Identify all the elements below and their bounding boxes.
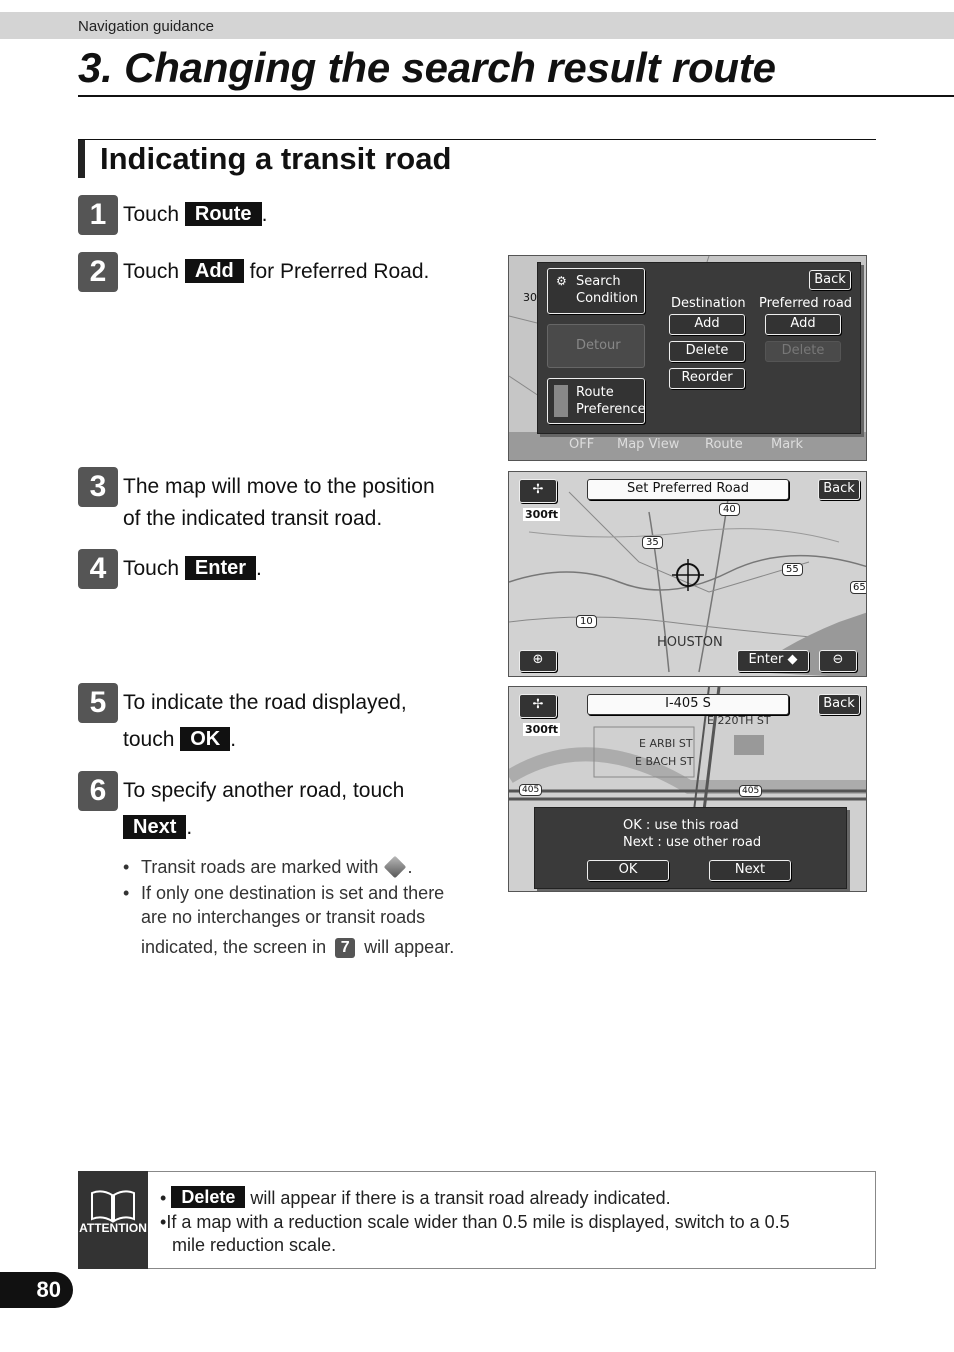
next-button[interactable]: Next [709,860,791,881]
search-condition-label-2: Condition [576,291,639,306]
step-4-post: . [256,557,262,580]
north-up-icon[interactable]: ✢ [519,694,557,718]
zoom-in-icon[interactable]: ⊕ [519,650,557,672]
subheading-accent-bar [78,140,85,178]
title-divider [78,95,954,97]
next-button-label: Next [123,815,186,839]
attention-line-2: •If a map with a reduction scale wider than 0.5 mile is displayed, switch to a 0.5 [160,1212,790,1232]
subheading-divider [78,139,876,140]
route-button-label: Route [185,202,262,226]
street-label: E ARBI ST [639,737,693,750]
dialog-line-2: Next : use other road [623,835,762,850]
attention-line-1-text: will appear if there is a transit road already indicated. [250,1188,671,1208]
note-1-post: . [407,857,413,877]
step-6-post: . [186,816,193,839]
search-condition-label-1: Search [576,274,621,289]
step-3-line-2: of the indicated transit road. [123,507,383,530]
page-title: 3. Changing the search result route [78,44,776,91]
subheading: Indicating a transit road [100,141,452,176]
step-1-text [123,199,267,231]
step-6-line-2 [123,812,192,844]
zoom-out-icon[interactable]: ⊖ [819,650,857,672]
route-shield: 40 [719,503,740,516]
step-1-number: 1 [78,195,118,235]
mark-button[interactable]: Mark [771,437,804,452]
route-menu-screenshot [508,255,867,461]
route-shield: 35 [642,536,663,549]
screen-title-box: Set Preferred Road [587,479,789,500]
dialog-line-1: OK : use this road [623,818,739,833]
search-condition-button[interactable] [547,268,645,314]
city-label: HOUSTON [657,635,723,650]
page-number: 80 [0,1272,73,1308]
scale-indicator: 300ft [525,508,559,521]
route-tab-button[interactable]: Route [705,437,743,452]
set-preferred-road-screenshot [508,471,867,677]
step-2-post: for Preferred Road. [249,260,430,283]
step-2-number: 2 [78,252,118,292]
section-label: Navigation guidance [78,18,214,35]
enter-button-label: Enter [185,556,256,580]
route-shield: 55 [782,563,803,576]
note-1-text: Transit roads are marked with [141,857,379,877]
step-1-post: . [261,203,268,226]
step-3-line-1: The map will move to the position [123,475,435,498]
attention-sidebar [78,1171,148,1269]
ok-button-label: OK [180,727,230,751]
route-preference-label-2: Preference [576,402,646,417]
step-5-post: . [230,728,237,751]
note-2-line-3 [141,935,454,960]
back-button[interactable]: Back [809,270,851,290]
note-2-line-2: are no interchanges or transit roads [141,907,426,927]
route-shield: 405 [739,785,762,797]
step-1-pre: Touch [123,203,180,226]
reorder-button[interactable]: Reorder [669,368,745,389]
note-2-text-4: will appear. [364,937,455,957]
attention-line-2-text: If a map with a reduction scale wider than 0.5 mile is displayed, switch to a 0.5 [166,1212,790,1232]
gear-icon: ⚙ [556,274,567,288]
attention-label: ATTENTION [79,1221,147,1235]
scale-indicator: 300ft [525,723,559,736]
attention-line-1: • Delete will appear if there is a transit road already indicated. [160,1187,671,1208]
add-button-label: Add [185,259,244,283]
note-2-text-1: If only one destination is set and there [141,883,445,903]
route-preference-label-1: Route [576,385,614,400]
note-2-text-3: indicated, the screen in [141,937,327,957]
step-7-reference: 7 [335,938,355,958]
note-2-line-1: • If only one destination is set and there [123,883,445,903]
road-name-box: I-405 S [587,694,789,715]
route-shield: 10 [576,615,597,628]
destination-add-button[interactable]: Add [669,314,745,335]
enter-button-text: Enter [748,652,784,667]
ok-button[interactable]: OK [587,860,669,881]
route-shield: 65 [850,581,867,594]
back-button[interactable]: Back [818,694,860,715]
route-shield: 405 [519,784,542,796]
step-4-number: 4 [78,549,118,589]
route-preference-icon [554,385,568,417]
step-5-number: 5 [78,683,118,723]
step-4-pre: Touch [123,557,180,580]
enter-button[interactable]: Enter ◆ [737,650,809,672]
street-label: E BACH ST [635,755,694,768]
delete-button-label: Delete [171,1186,245,1208]
step-2-pre: Touch [123,260,180,283]
attention-line-3: mile reduction scale. [172,1235,337,1255]
scale-indicator: 30 [523,291,537,304]
street-label: E 220TH ST [707,714,771,727]
step-3-number: 3 [78,467,118,507]
step-5-line-2 [123,724,236,756]
step-4-text [123,553,262,585]
map-view-button[interactable]: Map View [617,437,680,452]
step-6-number: 6 [78,771,118,811]
off-button[interactable]: OFF [569,437,595,452]
section-header-bar [0,12,954,39]
north-up-icon[interactable]: ✢ [519,479,557,503]
step-5-pre: touch [123,728,175,751]
preferred-road-delete-button[interactable]: Delete [765,341,841,362]
note-1: • Transit roads are marked with . [123,857,413,877]
preferred-road-add-button[interactable]: Add [765,314,841,335]
confirm-dialog [534,807,847,889]
preferred-road-label: Preferred road [759,296,853,311]
step-6-line-1: To specify another road, touch [123,779,405,802]
destination-label: Destination [671,296,746,311]
route-preference-button[interactable] [547,378,645,424]
transit-mark-icon [384,856,407,879]
step-5-line-1: To indicate the road displayed, [123,691,407,714]
detour-label: Detour [576,338,621,353]
confirm-road-screenshot [508,686,867,892]
back-button[interactable]: Back [818,479,860,500]
destination-delete-button[interactable]: Delete [669,341,745,362]
detour-button[interactable] [547,324,645,368]
step-2-text [123,256,429,288]
